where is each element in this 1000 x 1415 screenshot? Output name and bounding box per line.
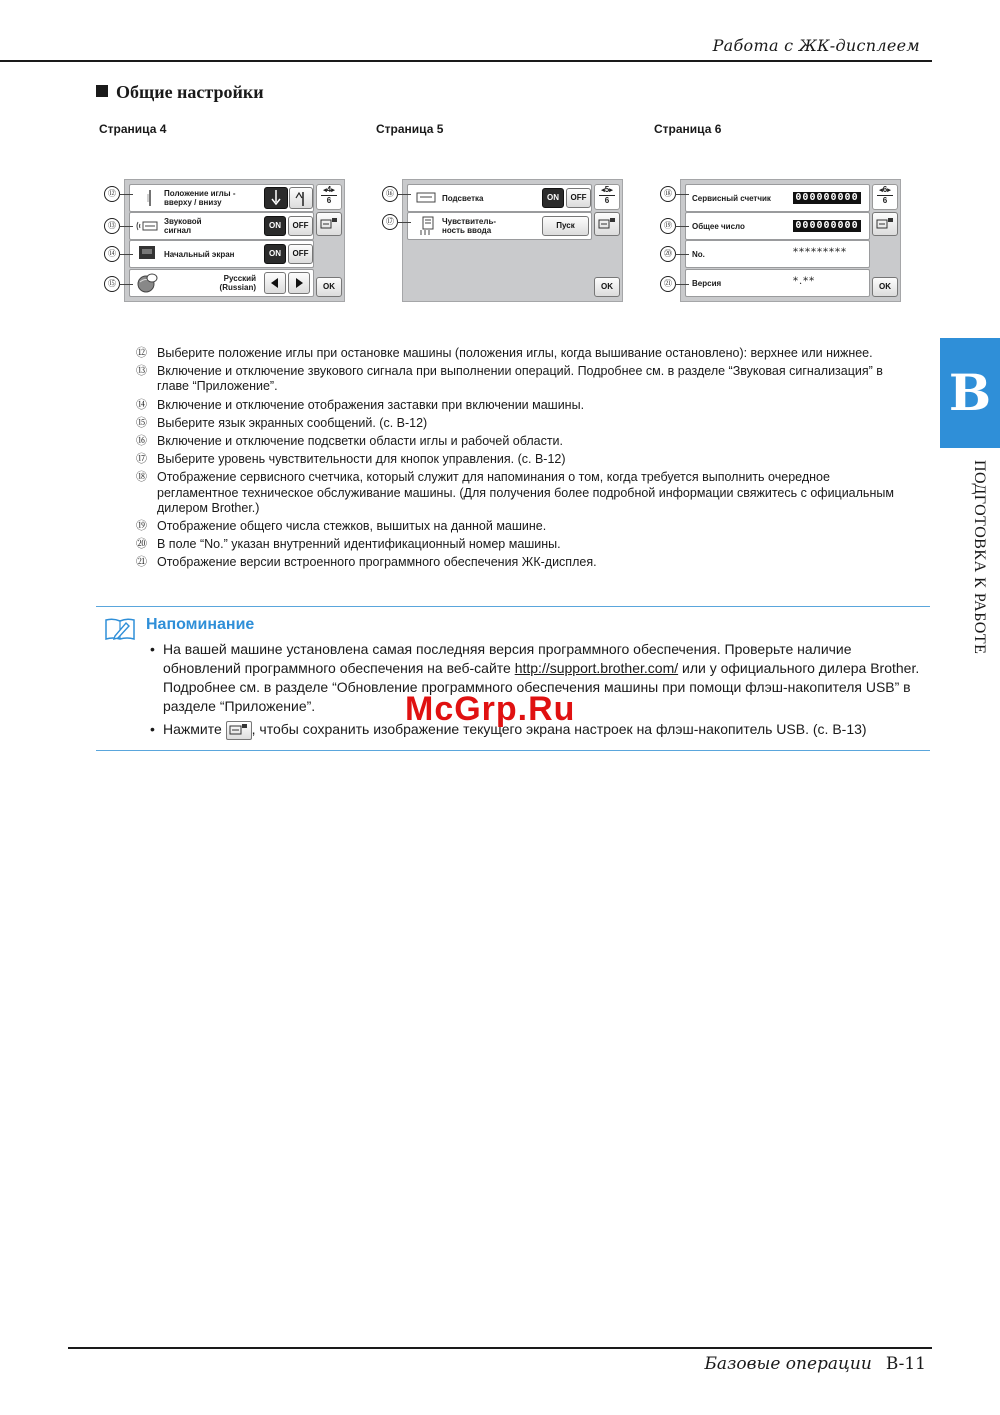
callout-19: ⑲ <box>660 218 676 234</box>
version-row <box>685 269 870 297</box>
list-item: ⑮ Выберите язык экранных сообщений. (с. B-12) <box>136 415 428 430</box>
page-indicator: ◂4▸ 6 <box>316 184 342 210</box>
page-5-label: Страница 5 <box>376 122 444 136</box>
footer-title: Базовые операции <box>704 1354 872 1374</box>
list-item: ⑱ Отображение сервисного счетчика, который служит для напоминания о том, когда требуется выполнить очередное регламентное техническое обслуживание машины. (Для получения более подробной информации свяжитесь с официальным дилером Brother.) <box>136 470 894 515</box>
list-item: ⑭ Включение и отключение отображения заставки при включении машины. <box>136 397 585 412</box>
language-label: Русский (Russian) <box>219 274 256 292</box>
opening-screen-off-button[interactable]: OFF <box>288 244 313 264</box>
light-label: Подсветка <box>442 194 484 203</box>
usb-save-key-icon <box>226 721 252 740</box>
page-4-label: Страница 4 <box>99 122 167 136</box>
list-item: ⑫ Выберите положение иглы при остановке машины (положения иглы, когда вышивание остановлено): верхнее или нижнее. <box>136 346 873 360</box>
light-icon <box>416 191 438 205</box>
section-title-text: Общие настройки <box>116 82 264 102</box>
leader-line <box>675 194 689 195</box>
light-row <box>407 184 592 212</box>
leader-line <box>397 194 411 195</box>
opening-screen-label: Начальный экран <box>164 250 235 259</box>
sensitivity-icon <box>418 216 438 236</box>
watermark: McGrp.Ru <box>405 690 576 728</box>
needle-position-label: Положение иглы - вверху / внизу <box>164 189 236 207</box>
globe-icon <box>136 273 158 293</box>
description-list <box>136 346 906 574</box>
total-count-label: Общее число <box>692 222 745 231</box>
page-number: B-11 <box>885 1354 926 1374</box>
usb-screen-icon <box>598 217 616 231</box>
opening-screen-row <box>129 240 314 268</box>
leader-line <box>675 226 689 227</box>
needle-position-row <box>129 184 314 212</box>
list-item: ⑰ Выберите уровень чувствительности для кнопок управления. (с. B-12) <box>136 452 566 467</box>
list-item: ㉑ Отображение версии встроенного программного обеспечения ЖК-дисплея. <box>136 555 597 570</box>
callout-14: ⑭ <box>104 246 120 262</box>
total-count-row <box>685 212 870 240</box>
list-item: ⑲ Отображение общего числа стежков, вышитых на данной машине. <box>136 519 547 534</box>
leader-line <box>119 226 133 227</box>
note-top-rule <box>96 606 930 607</box>
list-item: ⑳ В поле “No.” указан внутренний идентификационный номер машины. <box>136 537 561 552</box>
lcd-screen-page-6 <box>680 179 901 302</box>
machine-number-label: No. <box>692 250 705 259</box>
page-current: 4 <box>326 185 332 194</box>
needle-up-icon <box>294 190 308 206</box>
list-item: ⑬ Включение и отключение звукового сигнала при выполнении операций. Подробнее см. в разделе “Звуковая сигнализация” в главе “Приложение”. <box>136 364 883 394</box>
usb-save-button[interactable] <box>594 212 620 236</box>
bullet-icon: • <box>150 721 155 737</box>
page-current: 5 <box>604 185 610 194</box>
note-bottom-rule <box>96 750 930 751</box>
buzzer-off-button[interactable]: OFF <box>288 216 313 236</box>
leader-line <box>119 284 133 285</box>
note-item: • На вашей машине установлена самая последняя версия программного обеспечения. Проверьте наличие обновлений программного обеспечения на веб-сайте http://support.brother.com/ или у официального дилера Brother. Подробнее см. в разделе “Обновление программного обеспечения машины при помощи флэш-накопителя USB” в разделе “Приложение”. <box>150 641 920 714</box>
usb-save-button[interactable] <box>872 212 898 236</box>
leader-line <box>675 284 689 285</box>
light-on-button[interactable]: ON <box>542 188 564 208</box>
sensitivity-start-button[interactable]: Пуск <box>542 216 589 236</box>
arrow-left-icon <box>270 278 280 288</box>
usb-save-button[interactable] <box>316 212 342 236</box>
leader-line <box>397 222 411 223</box>
opening-screen-on-button[interactable]: ON <box>264 244 286 264</box>
note-title: Напоминание <box>146 616 255 633</box>
chapter-tab: B <box>940 338 1000 448</box>
sensitivity-label: Чувствитель- ность ввода <box>442 217 497 235</box>
needle-down-icon <box>269 190 283 206</box>
opening-screen-icon <box>138 245 156 261</box>
needle-down-button[interactable] <box>264 187 288 209</box>
service-count-row <box>685 184 870 212</box>
arrow-right-icon <box>294 278 304 288</box>
service-count-value: 000000000 <box>793 192 861 204</box>
usb-screen-icon <box>876 217 894 231</box>
lcd-screen-page-4 <box>124 179 345 302</box>
lcd-screen-page-5 <box>402 179 623 302</box>
light-off-button[interactable]: OFF <box>566 188 591 208</box>
version-value: *.** <box>793 276 816 287</box>
ok-button[interactable]: OK <box>594 277 620 297</box>
service-count-label: Сервисный счетчик <box>692 194 771 203</box>
callout-16: ⑯ <box>382 186 398 202</box>
callout-18: ⑱ <box>660 186 676 202</box>
memo-pencil-icon <box>104 617 136 641</box>
callout-17: ⑰ <box>382 214 398 230</box>
square-bullet-icon <box>96 85 108 97</box>
buzzer-on-button[interactable]: ON <box>264 216 286 236</box>
leader-line <box>119 194 133 195</box>
version-label: Версия <box>692 279 722 288</box>
callout-13: ⑬ <box>104 218 120 234</box>
page-indicator: ◂5▸ 6 <box>594 184 620 210</box>
needle-icon <box>146 190 154 206</box>
language-row <box>129 269 314 297</box>
buzzer-icon <box>136 219 158 233</box>
language-next-button[interactable] <box>288 272 310 294</box>
usb-screen-icon <box>320 217 338 231</box>
page-6-label: Страница 6 <box>654 122 722 136</box>
ok-button[interactable]: OK <box>872 277 898 297</box>
buzzer-label: Звуковой сигнал <box>164 217 202 235</box>
page-indicator: ◂6▸ 6 <box>872 184 898 210</box>
running-header: Работа с ЖК-дисплеем <box>712 36 920 55</box>
page-total: 6 <box>326 196 332 205</box>
sensitivity-row <box>407 212 592 240</box>
callout-12: ⑫ <box>104 186 120 202</box>
leader-line <box>119 254 133 255</box>
language-prev-button[interactable] <box>264 272 286 294</box>
footer-rule <box>68 1347 932 1349</box>
bullet-icon: • <box>150 641 155 657</box>
leader-line <box>675 254 689 255</box>
callout-20: ⑳ <box>660 246 676 262</box>
page-total: 6 <box>604 196 610 205</box>
page-current: 6 <box>882 185 888 194</box>
total-count-value: 000000000 <box>793 220 861 232</box>
chapter-title-vertical: ПОДГОТОВКА К РАБОТЕ <box>971 460 988 655</box>
needle-up-button[interactable] <box>289 187 313 209</box>
list-item: ⑯ Включение и отключение подсветки области иглы и рабочей области. <box>136 434 564 449</box>
machine-number-row <box>685 240 870 268</box>
machine-number-value: ********* <box>793 247 847 258</box>
page-footer <box>704 1354 926 1374</box>
ok-button[interactable]: OK <box>316 277 342 297</box>
page-total: 6 <box>882 196 888 205</box>
callout-21: ㉑ <box>660 276 676 292</box>
note-item: • Нажмите , чтобы сохранить изображение текущего экрана настроек на флэш-накопитель USB. (с. B-13) <box>150 720 930 740</box>
support-link[interactable]: http://support.brother.com/ <box>514 660 679 676</box>
header-rule <box>0 60 932 62</box>
callout-15: ⑮ <box>104 276 120 292</box>
buzzer-row <box>129 212 314 240</box>
section-title <box>96 82 264 103</box>
